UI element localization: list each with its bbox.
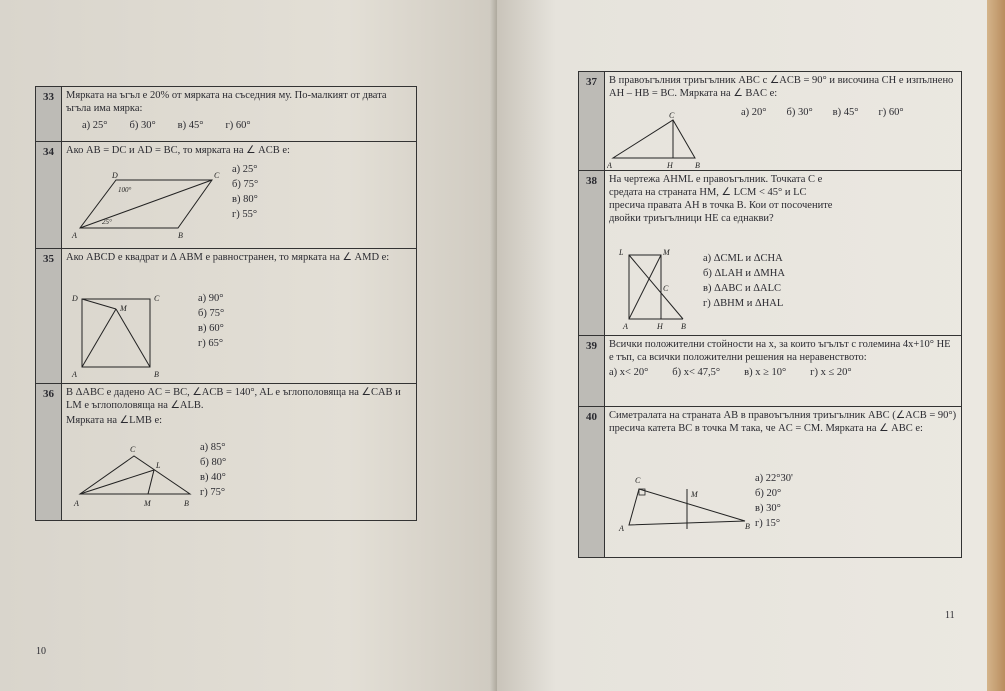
label-M: M [663, 248, 670, 257]
label-25: 25° [102, 218, 112, 226]
label-A: A [619, 524, 624, 533]
problem-number: 35 [36, 249, 62, 383]
label-B: B [745, 522, 750, 531]
label-C: C [214, 171, 220, 180]
answer-c: в) ΔABC и ΔALC [703, 283, 782, 294]
answer-b: б) 75° [198, 308, 225, 319]
problem-question: Мярката на ъгъл е 20% от мярката на съседния му. По-малкият от двата ъгъла има мярка: [66, 90, 387, 114]
answer-c: в) 60° [198, 323, 224, 334]
answer-b: б) 80° [200, 457, 227, 468]
answer-a: а) 22°30' [755, 473, 793, 484]
label-M: M [120, 304, 127, 313]
label-C: C [130, 445, 136, 454]
problem-39 [578, 335, 962, 407]
label-B: B [154, 370, 159, 379]
answer-a: а) 25° [232, 164, 258, 175]
answer-c: в) 80° [232, 194, 258, 205]
label-M: M [144, 499, 151, 508]
page-number: 11 [945, 610, 955, 621]
answer-c: в) 45° [177, 120, 204, 131]
right-triangle-figure [607, 112, 707, 170]
answer-b: б) ΔLAH и ΔMHA [703, 268, 785, 279]
label-100: 100° [118, 186, 132, 194]
answer-c: в) x ≥ 10° [744, 367, 787, 378]
answer-c: в) 30° [755, 503, 781, 514]
parallelogram-figure [70, 170, 220, 242]
problem-36 [35, 383, 417, 521]
answer-a: а) 20° [741, 107, 767, 118]
problem-number: 37 [579, 72, 605, 170]
problem-37 [578, 71, 962, 171]
problem-number: 33 [36, 87, 62, 141]
answer-d: г) 75° [200, 487, 226, 498]
problem-34 [35, 141, 417, 249]
answer-d: г) x ≤ 20° [810, 367, 852, 378]
label-A: A [72, 370, 77, 379]
label-B: B [681, 322, 686, 331]
answer-d: г) 15° [755, 518, 781, 529]
answer-b: б) x< 47,5° [672, 367, 721, 378]
label-C: C [635, 476, 641, 485]
label-D: D [112, 171, 118, 180]
answer-a: а) 85° [200, 442, 226, 453]
label-C: C [663, 284, 669, 293]
label-L: L [619, 248, 624, 257]
problem-38 [578, 170, 962, 336]
problem-number: 40 [579, 407, 605, 557]
answer-d: г) ΔBHM и ΔHAL [703, 298, 784, 309]
square-figure [68, 293, 168, 381]
problem-question: Ако AB = DC и AD = BC, то мярката на ∠ ACB е: [66, 145, 290, 156]
label-C: C [669, 112, 675, 120]
label-A: A [607, 161, 612, 170]
answer-b: б) 30° [129, 120, 156, 131]
problem-number: 36 [36, 384, 62, 520]
label-B: B [184, 499, 189, 508]
problem-40 [578, 406, 962, 558]
answer-b: б) 30° [786, 107, 813, 118]
answer-b: б) 75° [232, 179, 259, 190]
problem-question: В ΔABC е дадено AC = BC, ∠ACB = 140°, AL е ъглополовяща на ∠CAB и LM е ъглополовяща на ∠ALB. [66, 387, 401, 411]
page-number: 10 [36, 646, 46, 657]
answer-d: г) 60° [878, 107, 904, 118]
answer-a: а) 90° [198, 293, 224, 304]
problem-question: Всички положителни стойности на x, за които ъгълът с големина 4x+10° НЕ е тъп, са всички положителни решения на неравенството: [609, 339, 951, 363]
label-L: L [156, 461, 161, 470]
label-A: A [72, 231, 77, 240]
problem-33 [35, 86, 417, 142]
triangle-figure [72, 444, 204, 510]
label-B: B [178, 231, 183, 240]
problem-number: 39 [579, 336, 605, 406]
label-M: M [691, 490, 698, 499]
problem-number: 38 [579, 171, 605, 335]
label-C: C [154, 294, 160, 303]
answer-a: а) x< 20° [609, 367, 649, 378]
problem-question: На чертежа AHML е правоъгълник. Точката C е средата на страната HM, ∠ LCM < 45° и LC пресича правата AH в точка B. Кои от посочените двойки триъгълници НЕ са еднакви? [609, 174, 833, 224]
label-B: B [695, 161, 700, 170]
answer-a: а) 25° [82, 120, 108, 131]
perpendicular-bisector-figure [615, 471, 755, 537]
background-edge [987, 0, 1005, 691]
problem-question: В правоъгълния триъгълник ABC с ∠ACB = 90° и височина CH е изпълнено AH – HB = BC. Мярката на ∠ BAC е: [609, 75, 954, 99]
right-page [497, 0, 987, 691]
answer-c: в) 45° [832, 107, 859, 118]
answer-d: г) 60° [225, 120, 251, 131]
answer-b: б) 20° [755, 488, 782, 499]
problem-35 [35, 248, 417, 384]
problem-question-2: Мярката на ∠LMB е: [66, 415, 163, 426]
left-page [0, 0, 497, 691]
answer-d: г) 65° [198, 338, 224, 349]
answer-c: в) 40° [200, 472, 226, 483]
answer-a: а) ΔCML и ΔCHA [703, 253, 783, 264]
problem-question: Симетралата на страната AB в правоъгълния триъгълник ABC (∠ACB = 90°) пресича катета BC в точка M така, че AC = CM. Мярката на ∠ ABC е: [609, 410, 957, 434]
label-D: D [72, 294, 78, 303]
answer-d: г) 55° [232, 209, 258, 220]
problem-number: 34 [36, 142, 62, 248]
label-H: H [667, 161, 673, 170]
label-H: H [657, 322, 663, 331]
problem-question: Ако ABCD е квадрат и Δ ABM е равностранен, то мярката на ∠ AMD е: [66, 252, 390, 263]
rectangle-figure [615, 245, 695, 333]
label-A: A [74, 499, 79, 508]
label-A: A [623, 322, 628, 331]
